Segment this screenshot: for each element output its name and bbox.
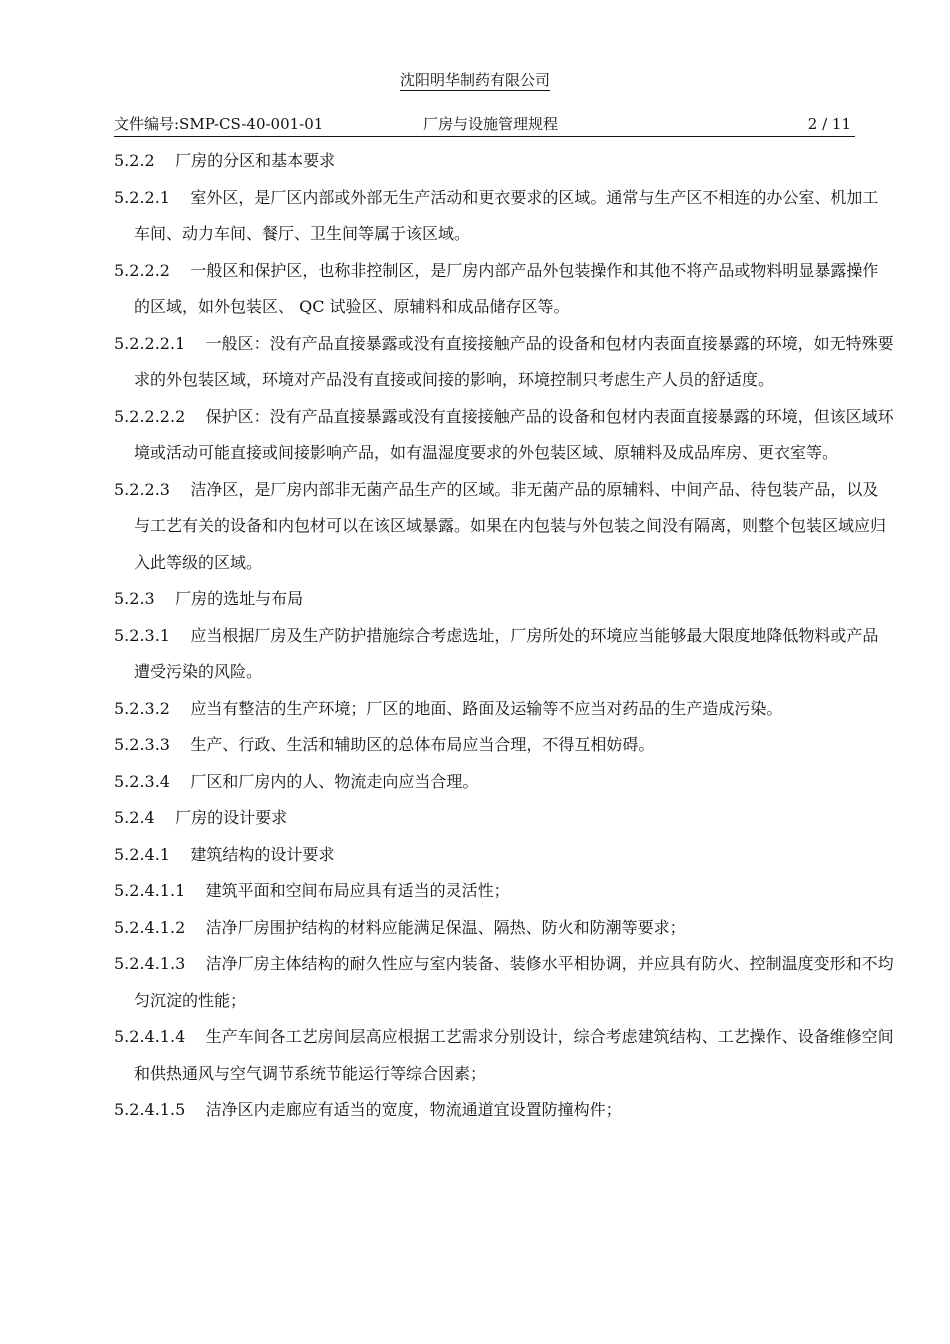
- clause-paragraph: [114, 764, 894, 801]
- company-name: [0, 70, 950, 90]
- section-heading: [114, 837, 894, 874]
- document-header: [114, 114, 855, 137]
- clause-text: 建筑平面和空间布局应具有适当的灵活性；: [205, 881, 510, 900]
- clause-paragraph: [114, 253, 894, 326]
- section-heading: [114, 143, 894, 180]
- clause-text: 室外区，是厂区内部或外部无生产活动和更衣要求的区域。通常与生产区不相连的办公室、机加工车间、动力车间、餐厅、卫生间等属于该区域。: [134, 187, 879, 243]
- company-name-text: 沈阳明华制药有限公司: [399, 71, 550, 89]
- clause-paragraph: [114, 472, 894, 582]
- section-heading: [114, 800, 894, 837]
- clause-text: 洁净厂房围护结构的材料应能满足保温、隔热、防火和防潮等要求；: [205, 917, 686, 937]
- clause-text: 应当有整洁的生产环境；厂区的地面、路面及运输等不应当对药品的生产造成污染。: [190, 698, 783, 718]
- clause-number: 5.2.2.2.2: [114, 406, 186, 426]
- clause-number: 5.2.2.2.1: [114, 333, 186, 353]
- document-title: 厂房与设施管理规程: [423, 115, 559, 133]
- document-number: 文件编号:SMP-CS-40-001-01: [114, 115, 324, 133]
- clause-text: 厂区和厂房内的人、物流走向应当合理。: [190, 771, 479, 791]
- clause-paragraph: [114, 691, 894, 728]
- clause-text: 厂房的分区和基本要求: [175, 151, 336, 170]
- clause-text: 洁净厂房主体结构的耐久性应与室内装备、装修水平相协调，并应具有防火、控制温度变形和不均匀沉淀的性能；: [134, 954, 894, 1010]
- clause-paragraph: [114, 873, 894, 910]
- clause-number: 5.2.4.1: [114, 844, 170, 864]
- clause-text: 生产、行政、生活和辅助区的总体布局应当合理，不得互相妨碍。: [190, 735, 655, 754]
- clause-text: 保护区：没有产品直接暴露或没有直接接触产品的设备和包材内表面直接暴露的环境，但该区域环境或活动可能直接或间接影响产品，如有温湿度要求的外包装区域、原辅料及成品库房、更衣室等。: [134, 406, 894, 462]
- clause-number: 5.2.4: [114, 808, 155, 827]
- clause-text: 一般区和保护区，也称非控制区，是厂房内部产品外包装操作和其他不将产品或物料明显暴露操作的区域，如外包装区、 QC 试验区、原辅料和成品储存区等。: [134, 260, 879, 316]
- clause-paragraph: [114, 1092, 894, 1129]
- clause-paragraph: [114, 399, 894, 472]
- clause-paragraph: [114, 180, 894, 253]
- clause-number: 5.2.2.2: [114, 260, 170, 280]
- clause-number: 5.2.4.1.2: [114, 917, 186, 937]
- clause-text: 洁净区，是厂房内部非无菌产品生产的区域。非无菌产品的原辅料、中间产品、待包装产品，以及与工艺有关的设备和内包材可以在该区域暴露。如果在内包装与外包装之间没有隔离，则整个包装区域应归入此等级的区域。: [134, 479, 887, 572]
- clause-text: 生产车间各工艺房间层高应根据工艺需求分别设计，综合考虑建筑结构、工艺操作、设备维修空间和供热通风与空气调节系统节能运行等综合因素；: [134, 1027, 894, 1083]
- clause-text: 厂房的选址与布局: [175, 589, 304, 608]
- page-number: 2 / 11: [807, 115, 851, 133]
- clause-number: 5.2.4.1.3: [114, 954, 186, 973]
- clause-number: 5.2.3.1: [114, 625, 170, 645]
- clause-number: 5.2.4.1.5: [114, 1100, 186, 1119]
- clause-number: 5.2.2: [114, 151, 155, 170]
- clause-text: 一般区：没有产品直接暴露或没有直接接触产品的设备和包材内表面直接暴露的环境，如无特殊要求的外包装区域，环境对产品没有直接或间接的影响，环境控制只考虑生产人员的舒适度。: [134, 333, 894, 389]
- clause-text: 应当根据厂房及生产防护措施综合考虑选址，厂房所处的环境应当能够最大限度地降低物料或产品遭受污染的风险。: [134, 625, 879, 681]
- clause-number: 5.2.3.2: [114, 698, 170, 718]
- clause-paragraph: [114, 946, 894, 1019]
- clause-paragraph: [114, 326, 894, 399]
- clause-number: 5.2.4.1.4: [114, 1027, 186, 1046]
- clause-text: 洁净区内走廊应有适当的宽度，物流通道宜设置防撞构件；: [205, 1100, 622, 1119]
- clause-number: 5.2.2.1: [114, 187, 170, 207]
- clause-text: 建筑结构的设计要求: [190, 844, 335, 864]
- clause-paragraph: [114, 910, 894, 947]
- section-heading: [114, 581, 894, 618]
- clause-paragraph: [114, 727, 894, 764]
- document-body: [114, 143, 894, 1129]
- clause-paragraph: [114, 1019, 894, 1092]
- clause-number: 5.2.2.3: [114, 479, 170, 499]
- clause-number: 5.2.3.4: [114, 771, 170, 791]
- clause-number: 5.2.3.3: [114, 735, 170, 754]
- clause-number: 5.2.4.1.1: [114, 881, 186, 900]
- clause-number: 5.2.3: [114, 589, 155, 608]
- clause-paragraph: [114, 618, 894, 691]
- clause-text: 厂房的设计要求: [175, 808, 288, 827]
